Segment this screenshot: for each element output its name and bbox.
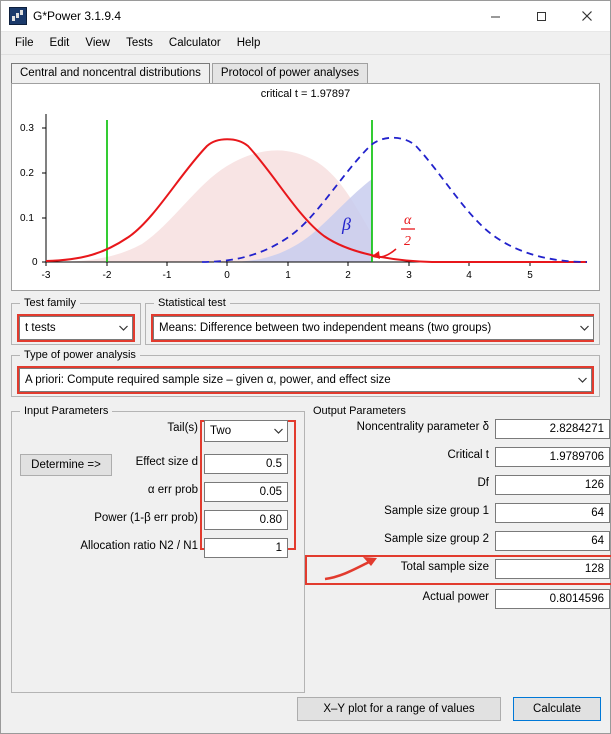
effect-size-label: Effect size d <box>135 456 198 468</box>
statistical-test-value: Means: Difference between two independent means (two groups) <box>159 322 492 334</box>
svg-text:0: 0 <box>224 270 230 281</box>
test-family-select[interactable] <box>19 316 133 340</box>
statistical-test-legend: Statistical test <box>154 297 230 309</box>
input-parameters-group <box>11 405 305 693</box>
svg-text:2: 2 <box>404 234 411 249</box>
window-title: G*Power 3.1.9.4 <box>33 9 122 23</box>
svg-text:-3: -3 <box>41 270 51 281</box>
menu-item-view[interactable]: View <box>85 37 111 49</box>
allocation-ratio-label: Allocation ratio N2 / N1 <box>80 540 198 552</box>
svg-text:1: 1 <box>285 270 291 281</box>
power-label: Power (1-β err prob) <box>94 512 198 524</box>
statistical-test-highlight <box>151 314 594 342</box>
tab-protocol-of-power-analyses[interactable]: Protocol of power analyses <box>212 63 368 83</box>
sample-size-group-2-value: 64 <box>495 531 610 551</box>
allocation-ratio-input[interactable]: 1 <box>204 538 288 558</box>
menu-item-tests[interactable]: Tests <box>126 37 153 49</box>
title-bar <box>1 1 610 32</box>
chevron-down-icon[interactable] <box>114 317 132 339</box>
svg-text:0.1: 0.1 <box>20 213 34 224</box>
footer-bar <box>1 697 610 723</box>
alpha-err-prob-input[interactable]: 0.05 <box>204 482 288 502</box>
svg-text:3: 3 <box>406 270 412 281</box>
svg-text:0.2: 0.2 <box>20 168 34 179</box>
svg-text:5: 5 <box>527 270 533 281</box>
svg-text:0.3: 0.3 <box>20 123 34 134</box>
menu-bar <box>1 32 610 55</box>
alpha-err-prob-label: α err prob <box>147 484 198 496</box>
close-icon[interactable] <box>564 1 610 31</box>
actual-power-value: 0.8014596 <box>495 589 610 609</box>
power-analysis-group <box>11 349 600 397</box>
critical-t-value: 1.9789706 <box>495 447 610 467</box>
noncentrality-value: 2.8284271 <box>495 419 610 439</box>
critical-t-label: Critical t <box>447 449 489 461</box>
calculate-button[interactable]: Calculate <box>513 697 601 721</box>
menu-item-file[interactable]: File <box>15 37 34 49</box>
chevron-down-icon[interactable] <box>573 369 591 391</box>
maximize-icon[interactable] <box>518 1 564 31</box>
sample-size-group-2-label: Sample size group 2 <box>384 533 489 545</box>
power-analysis-select[interactable] <box>19 368 592 392</box>
sample-size-group-1-value: 64 <box>495 503 610 523</box>
test-family-value: t tests <box>25 322 56 334</box>
minimize-icon[interactable] <box>472 1 518 31</box>
svg-text:2: 2 <box>345 270 351 281</box>
gpower-icon <box>9 7 27 25</box>
svg-text:α: α <box>404 213 412 228</box>
chevron-down-icon[interactable] <box>575 317 593 339</box>
actual-power-label: Actual power <box>422 591 489 603</box>
menu-item-calculator[interactable]: Calculator <box>168 37 221 49</box>
total-sample-size-label: Total sample size <box>400 561 489 573</box>
df-label: Df <box>477 477 489 489</box>
plot-caption: critical t = 1.97897 <box>260 88 351 100</box>
total-sample-size-value: 128 <box>495 559 610 579</box>
power-analysis-legend: Type of power analysis <box>20 349 140 361</box>
effect-size-input[interactable]: 0.5 <box>204 454 288 474</box>
svg-text:0: 0 <box>32 257 38 268</box>
output-parameters-legend: Output Parameters <box>309 405 410 417</box>
menu-item-edit[interactable]: Edit <box>49 37 70 49</box>
noncentrality-label: Noncentrality parameter δ <box>356 421 489 433</box>
window-controls <box>472 1 610 31</box>
test-family-group <box>11 297 141 345</box>
menu-item-help[interactable]: Help <box>236 37 261 49</box>
svg-text:-1: -1 <box>162 270 172 281</box>
test-family-legend: Test family <box>20 297 80 309</box>
input-parameters-legend: Input Parameters <box>20 405 112 417</box>
statistical-test-group <box>145 297 600 345</box>
distribution-plot[interactable] <box>11 83 600 291</box>
svg-text:-2: -2 <box>102 270 112 281</box>
svg-text:β: β <box>342 214 351 234</box>
power-analysis-value: A priori: Compute required sample size – given α, power, and effect size <box>25 374 391 386</box>
svg-text:4: 4 <box>466 270 472 281</box>
annotation-arrow-icon <box>321 549 381 585</box>
xy-plot-button[interactable]: X–Y plot for a range of values <box>297 697 501 721</box>
sample-size-group-1-label: Sample size group 1 <box>384 505 489 517</box>
power-analysis-highlight <box>17 366 594 394</box>
tails-select[interactable] <box>204 420 288 442</box>
tab-strip <box>1 55 610 83</box>
test-family-highlight <box>17 314 135 342</box>
plot-canvas <box>12 84 601 288</box>
tails-value: Two <box>210 425 232 437</box>
tails-label: Tail(s) <box>167 422 198 434</box>
statistical-test-select[interactable] <box>153 316 594 340</box>
chevron-down-icon[interactable] <box>269 421 287 441</box>
tab-central-and-noncentral-distributions[interactable]: Central and noncentral distributions <box>11 63 210 83</box>
determine-button[interactable]: Determine => <box>20 454 112 476</box>
df-value: 126 <box>495 475 610 495</box>
power-input[interactable]: 0.80 <box>204 510 288 530</box>
